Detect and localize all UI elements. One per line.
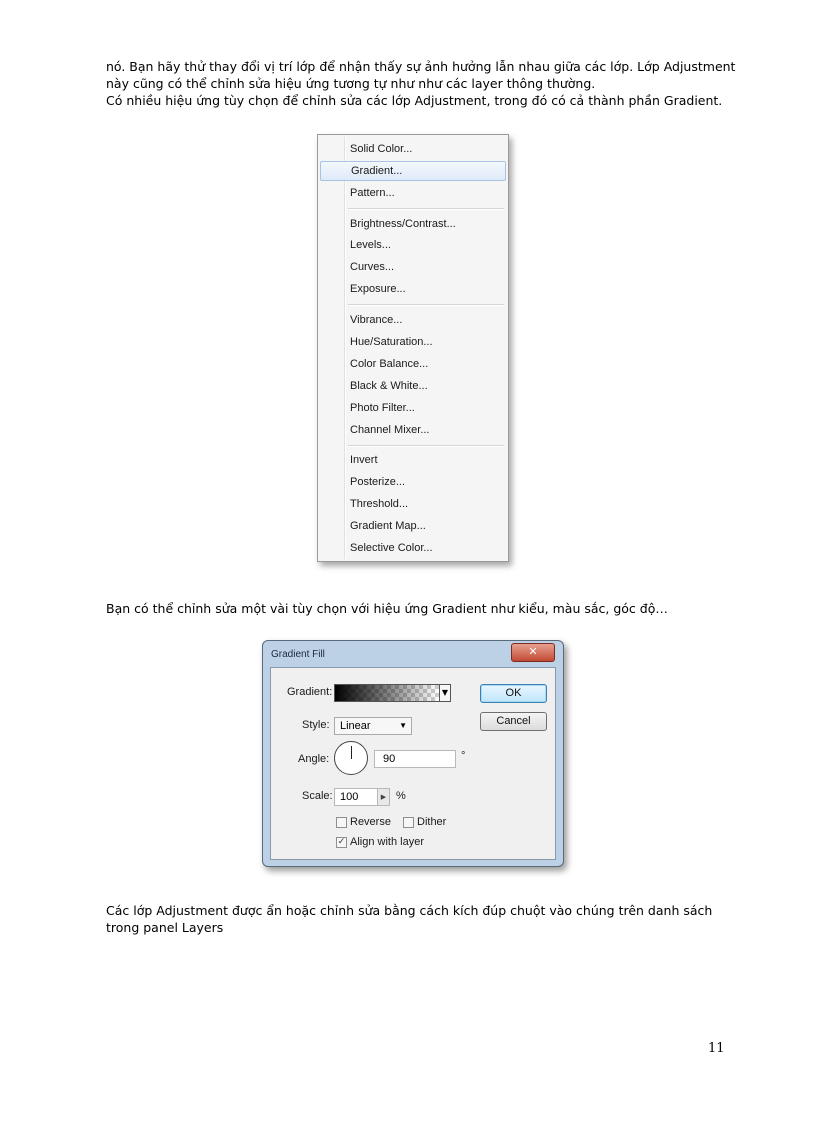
align-with-layer-label: Align with layer (350, 836, 424, 848)
menu-item-curves[interactable]: Curves... (350, 261, 395, 273)
reverse-checkbox[interactable] (336, 817, 347, 828)
gradient-label: Gradient: (287, 686, 333, 698)
angle-label: Angle: (298, 753, 330, 765)
degree-symbol: ° (461, 750, 466, 762)
angle-input[interactable]: 90 (374, 750, 456, 768)
paragraph-gradient-options (106, 600, 746, 617)
menu-item-threshold[interactable]: Threshold... (350, 498, 409, 510)
reverse-label: Reverse (350, 816, 391, 828)
menu-item-levels[interactable]: Levels... (350, 239, 391, 251)
dither-checkbox[interactable] (403, 817, 414, 828)
paragraph-adjustment-edit (106, 902, 746, 936)
menu-item-hue-saturation[interactable]: Hue/Saturation... (350, 336, 433, 348)
menu-item-vibrance[interactable]: Vibrance... (350, 314, 403, 326)
scale-slider-toggle-icon[interactable]: ▶ (378, 788, 390, 806)
menu-item-black-white[interactable]: Black & White... (350, 380, 428, 392)
menu-item-posterize[interactable]: Posterize... (350, 476, 406, 488)
dialog-title: Gradient Fill (271, 649, 325, 660)
menu-item-photo-filter[interactable]: Photo Filter... (350, 402, 415, 414)
paragraph-adjustment-edit-line1: Các lớp Adjustment được ẩn hoặc chỉnh sửa bằng cách kích đúp chuột vào chúng trên danh sách (106, 903, 713, 918)
menu-item-invert[interactable]: Invert (350, 454, 378, 466)
menu-item-exposure[interactable]: Exposure... (350, 283, 406, 295)
paragraph-adjustment-edit-line2: trong panel Layers (106, 920, 224, 935)
menu-item-solid-color[interactable]: Solid Color... (350, 143, 413, 155)
scale-label: Scale: (302, 790, 333, 802)
dither-label: Dither (417, 816, 447, 828)
menu-item-channel-mixer[interactable]: Channel Mixer... (350, 424, 430, 436)
menu-separator (348, 208, 504, 210)
adjustment-layer-menu (317, 134, 509, 562)
menu-item-color-balance[interactable]: Color Balance... (350, 358, 429, 370)
page-number: 11 (708, 1041, 725, 1056)
menu-separator (348, 304, 504, 306)
percent-symbol: % (396, 790, 406, 802)
style-select[interactable] (334, 717, 412, 735)
chevron-down-icon: ▼ (399, 721, 407, 730)
angle-needle (351, 746, 352, 759)
paragraph-intro-line2: này cũng có thể chỉnh sửa hiệu ứng tương tự như như các layer thông thường. (106, 76, 596, 91)
gradient-fill-dialog (262, 640, 564, 867)
menu-item-pattern[interactable]: Pattern... (350, 187, 395, 199)
menu-item-selective-color[interactable]: Selective Color... (350, 542, 433, 554)
paragraph-gradient-options-text: Bạn có thể chỉnh sửa một vài tùy chọn với hiệu ứng Gradient như kiểu, màu sắc, góc độ… (106, 601, 668, 616)
menu-item-gradient-map[interactable]: Gradient Map... (350, 520, 426, 532)
cancel-button[interactable]: Cancel (480, 712, 547, 731)
style-select-value: Linear (340, 720, 371, 732)
align-with-layer-checkbox[interactable]: ✓ (337, 837, 346, 847)
paragraph-intro (106, 58, 746, 109)
dialog-body (270, 667, 556, 860)
gradient-preview-swatch[interactable] (334, 684, 440, 702)
menu-separator (348, 445, 504, 447)
chevron-down-icon[interactable]: ▼ (440, 684, 451, 702)
paragraph-options: Có nhiều hiệu ứng tùy chọn để chỉnh sửa các lớp Adjustment, trong đó có cả thành phần Gradient. (106, 93, 723, 108)
scale-input[interactable]: 100 (334, 788, 378, 806)
menu-item-brightness-contrast[interactable]: Brightness/Contrast... (350, 218, 456, 230)
paragraph-intro-line1: nó. Bạn hãy thử thay đổi vị trí lớp để nhận thấy sự ảnh hưởng lẫn nhau giữa các lớp. Lớp Adjustment (106, 59, 736, 74)
close-icon[interactable]: ✕ (511, 643, 555, 662)
menu-item-gradient[interactable]: Gradient... (320, 161, 506, 181)
angle-dial[interactable] (334, 741, 368, 775)
style-label: Style: (302, 719, 330, 731)
ok-button[interactable]: OK (480, 684, 547, 703)
